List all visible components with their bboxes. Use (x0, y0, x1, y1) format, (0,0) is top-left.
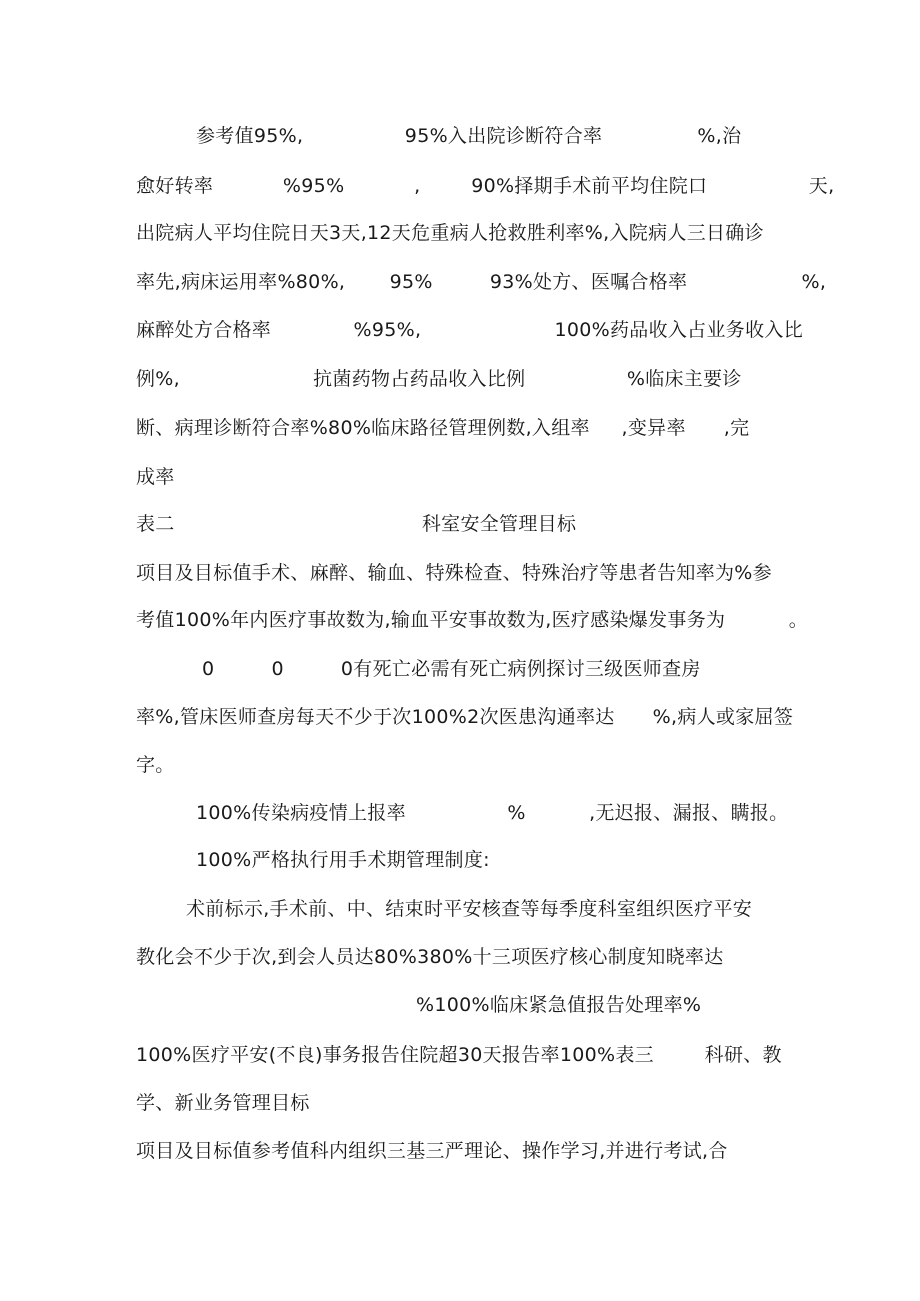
text-line: 麻醉处方合格率 %95%, 100%药品收入占业务收入比 (136, 319, 803, 341)
table-heading: 表二 科室安全管理目标 (136, 513, 577, 535)
text-line: 考值100%年内医疗事故数为,输血平安事故数为,医疗感染爆发事务为 。 (136, 609, 808, 631)
text-line: 例%, 抗菌药物占药品收入比例 %临床主要诊 (136, 368, 742, 390)
text-line: 断、病理诊断符合率%80%临床路径管理例数,入组率 ,变异率 ,完 (136, 417, 750, 439)
text-line: 术前标示,手术前、中、结束时平安核查等每季度科室组织医疗平安 (186, 898, 753, 920)
text-line: 出院病人平均住院日天3天,12天危重病人抢救胜利率%,入院病人三日确诊 (136, 222, 764, 244)
text-line: 教化会不少于次,到会人员达80%380%十三项医疗核心制度知晓率达 (136, 946, 724, 968)
text-line: 100%严格执行用手术期管理制度: (196, 849, 490, 871)
text-line: 参考值95%, 95%入出院诊断符合率 %,治 (196, 125, 742, 147)
text-line: 率%,管床医师查房每天不少于次100%2次医患沟通率达 %,病人或家屈签 (136, 706, 794, 728)
text-line: 100%医疗平安(不良)事务报告住院超30天报告率100%表三 科研、教 (136, 1044, 782, 1066)
text-line: 字。 (136, 754, 175, 776)
text-line: 项目及目标值手术、麻醉、输血、特殊检查、特殊治疗等患者告知率为%参 (136, 562, 772, 584)
text-line: 项目及目标值参考值科内组织三基三严理论、操作学习,并进行考试,合 (136, 1140, 728, 1162)
text-line: 愈好转率 %95% , 90%择期手术前平均住院口 天, (136, 175, 835, 197)
text-line: %100%临床紧急值报告处理率% (416, 994, 702, 1016)
text-line: 0 0 0有死亡必需有死亡病例探讨三级医师查房 (202, 658, 701, 680)
text-line: 100%传染病疫情上报率 % ,无迟报、漏报、瞒报。 (196, 802, 789, 824)
text-line: 率先,病床运用率%80%, 95% 93%处方、医嘱合格率 %, (136, 271, 827, 293)
table-heading: 学、新业务管理目标 (136, 1092, 310, 1114)
text-line: 成率 (136, 466, 175, 488)
